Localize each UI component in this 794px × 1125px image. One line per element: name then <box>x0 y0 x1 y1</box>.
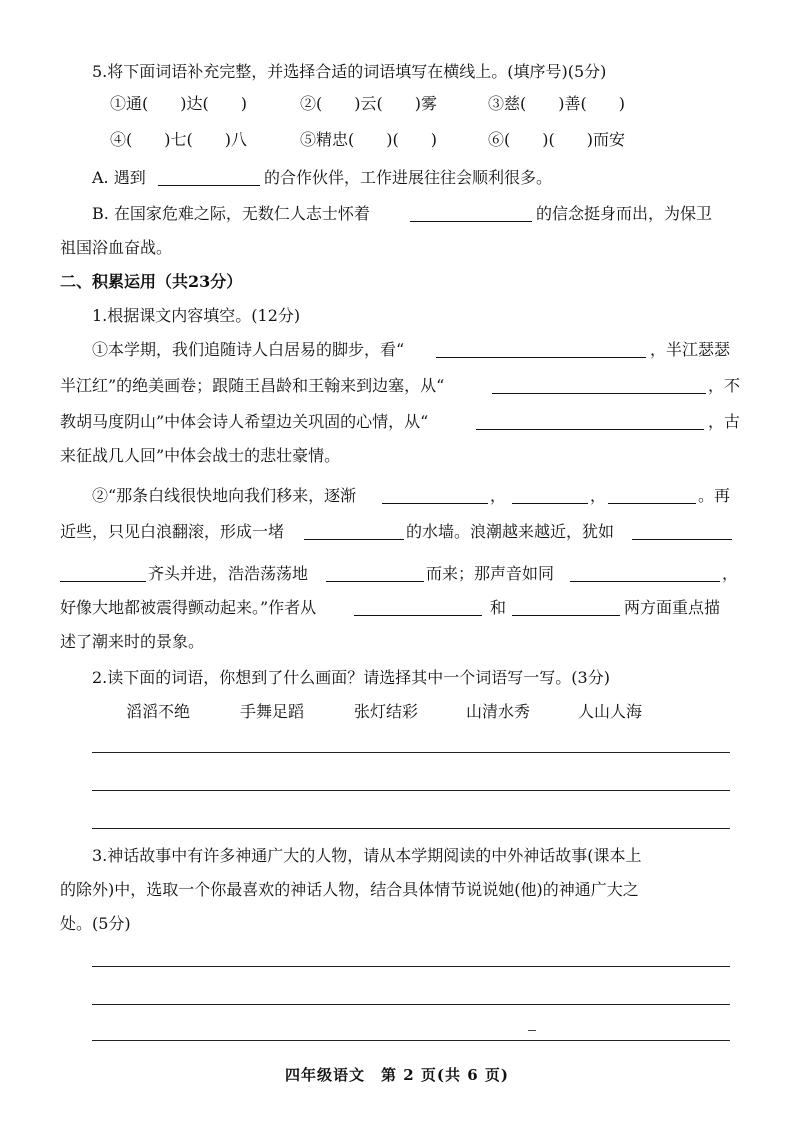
q3-line1 <box>0 840 794 872</box>
q1-p2-text: ， <box>490 486 507 505</box>
q1-p1-line1 <box>0 334 794 366</box>
q5-sentence-a <box>0 162 794 194</box>
q1-blank-2[interactable] <box>492 393 706 394</box>
q1-p1-text: 半江红”的绝美画卷；跟随王昌龄和王翰来到边塞，从“ <box>60 376 445 395</box>
q1-p2-text: 的水墙。浪潮越来越近，犹如 <box>406 522 615 541</box>
q3-answer-line[interactable] <box>92 1040 730 1041</box>
q1-p2-line3 <box>0 558 794 590</box>
q3-answer-line[interactable] <box>92 966 730 967</box>
q1-blank-4[interactable] <box>382 503 488 504</box>
q1-p2-text: 齐头并进，浩浩荡荡地 <box>148 564 309 583</box>
q5-item-2: ②( )云( )雾 <box>300 94 437 113</box>
q1-blank-7[interactable] <box>304 539 404 540</box>
q1-p2-text: 和 <box>490 598 507 617</box>
q2-title: 2.读下面的词语，你想到了什么画面？请选择其中一个词语写一写。(3分) <box>92 668 610 687</box>
q2-title-line <box>0 662 794 694</box>
q3-line2 <box>0 874 794 906</box>
q1-p2-text: 好像大地都被震得颤动起来。”作者从 <box>60 598 317 617</box>
q5-title-line <box>0 56 794 88</box>
q1-blank-10[interactable] <box>570 581 720 582</box>
q5-title: 5.将下面词语补充完整，并选择合适的词语填写在横线上。(填序号)(5分) <box>92 62 607 81</box>
q5-b-pre: B. 在国家危难之际，无数仁人志士怀着 <box>92 204 370 223</box>
q1-p2-text: 。再 <box>698 486 731 505</box>
q1-blank-5[interactable] <box>512 503 588 504</box>
q2-word: 滔滔不绝 <box>126 702 191 721</box>
q2-word: 张灯结彩 <box>354 702 419 721</box>
q5-item-3: ③慈( )善( ) <box>488 94 625 113</box>
q3-answer-line[interactable] <box>92 1004 730 1005</box>
q1-p1-text: ，古 <box>708 412 741 431</box>
page-footer: 四年级语文 第 2 页(共 6 页) <box>285 1066 509 1084</box>
q1-title-line <box>0 300 794 332</box>
q1-p2-line1 <box>0 480 794 512</box>
q3-text: 3.神话故事中有许多神通广大的人物，请从本学期阅读的中外神话故事(课本上 <box>92 846 642 865</box>
q1-p2-text: ②“那条白线很快地向我们移来，逐渐 <box>92 486 357 505</box>
q2-answer-line[interactable] <box>92 752 730 753</box>
q1-p1-line4 <box>0 440 794 472</box>
q1-blank-6[interactable] <box>608 503 696 504</box>
q1-p2-line5 <box>0 626 794 658</box>
q2-answer-line[interactable] <box>92 790 730 791</box>
q1-p2-text: ， <box>722 564 739 583</box>
q1-blank-3[interactable] <box>476 429 704 430</box>
q1-blank-11[interactable] <box>354 615 482 616</box>
q5-sentence-b <box>0 198 794 230</box>
q1-blank-9[interactable] <box>326 581 424 582</box>
q5-a-blank[interactable] <box>158 185 260 186</box>
q1-blank-8[interactable] <box>632 539 732 540</box>
q5-b-post: 的信念挺身而出，为保卫 <box>536 204 713 223</box>
q1-p2-text: ， <box>590 486 607 505</box>
q1-p2-text: 而来；那声音如同 <box>426 564 555 583</box>
section2-title: 二、积累运用（共23分） <box>60 272 243 291</box>
q1-blank-12[interactable] <box>512 615 620 616</box>
q1-p1-text: 来征战几人回”中体会战士的悲壮豪情。 <box>60 446 341 465</box>
q5-item-1: ①通( )达( ) <box>110 94 247 113</box>
q3-line3 <box>0 908 794 940</box>
q1-p2-line2 <box>0 516 794 548</box>
q5-row1 <box>0 88 794 120</box>
q1-p2-text: 述了潮来时的景象。 <box>60 632 205 651</box>
q1-p1-text: ①本学期，我们追随诗人白居易的脚步，看“ <box>92 340 405 359</box>
q1-p1-line2 <box>0 370 794 402</box>
q1-p1-text: 教胡马度阴山”中体会诗人希望边关巩固的心情，从“ <box>60 412 429 431</box>
q1-blank-8-cont[interactable] <box>60 581 146 582</box>
q5-item-6: ⑥( )( )而安 <box>488 130 625 149</box>
q5-b-line2: 祖国浴血奋战。 <box>60 238 173 257</box>
q5-b-blank[interactable] <box>410 221 532 222</box>
q1-p1-text: ，不 <box>708 376 741 395</box>
q5-a-post: 的合作伙伴，工作进展往往会顺利很多。 <box>264 168 553 187</box>
q1-p1-line3 <box>0 406 794 438</box>
q5-row2 <box>0 124 794 156</box>
q5-item-4: ④( )七( )八 <box>110 130 247 149</box>
section2-heading-line <box>0 266 794 298</box>
q5-sentence-b-cont <box>0 232 794 264</box>
q3-text: 的除外)中，选取一个你最喜欢的神话人物，结合具体情节说说她(他)的神通广大之 <box>60 880 639 899</box>
q2-word: 手舞足蹈 <box>240 702 305 721</box>
q3-text: 处。(5分) <box>60 914 131 933</box>
q2-word: 山清水秀 <box>466 702 531 721</box>
q1-title: 1.根据课文内容填空。(12分) <box>92 306 301 325</box>
stray-mark <box>528 1030 536 1031</box>
q1-p2-text: 两方面重点描 <box>624 598 721 617</box>
q2-word: 人山人海 <box>578 702 643 721</box>
q2-word-row <box>0 696 794 728</box>
q5-item-5: ⑤精忠( )( ) <box>300 130 437 149</box>
q2-answer-line[interactable] <box>92 828 730 829</box>
q1-blank-1[interactable] <box>436 357 646 358</box>
q5-a-pre: A. 遇到 <box>92 168 146 187</box>
q1-p2-text: 近些，只见白浪翻滚，形成一堵 <box>60 522 285 541</box>
q1-p1-text: ，半江瑟瑟 <box>650 340 731 359</box>
q1-p2-line4 <box>0 592 794 624</box>
